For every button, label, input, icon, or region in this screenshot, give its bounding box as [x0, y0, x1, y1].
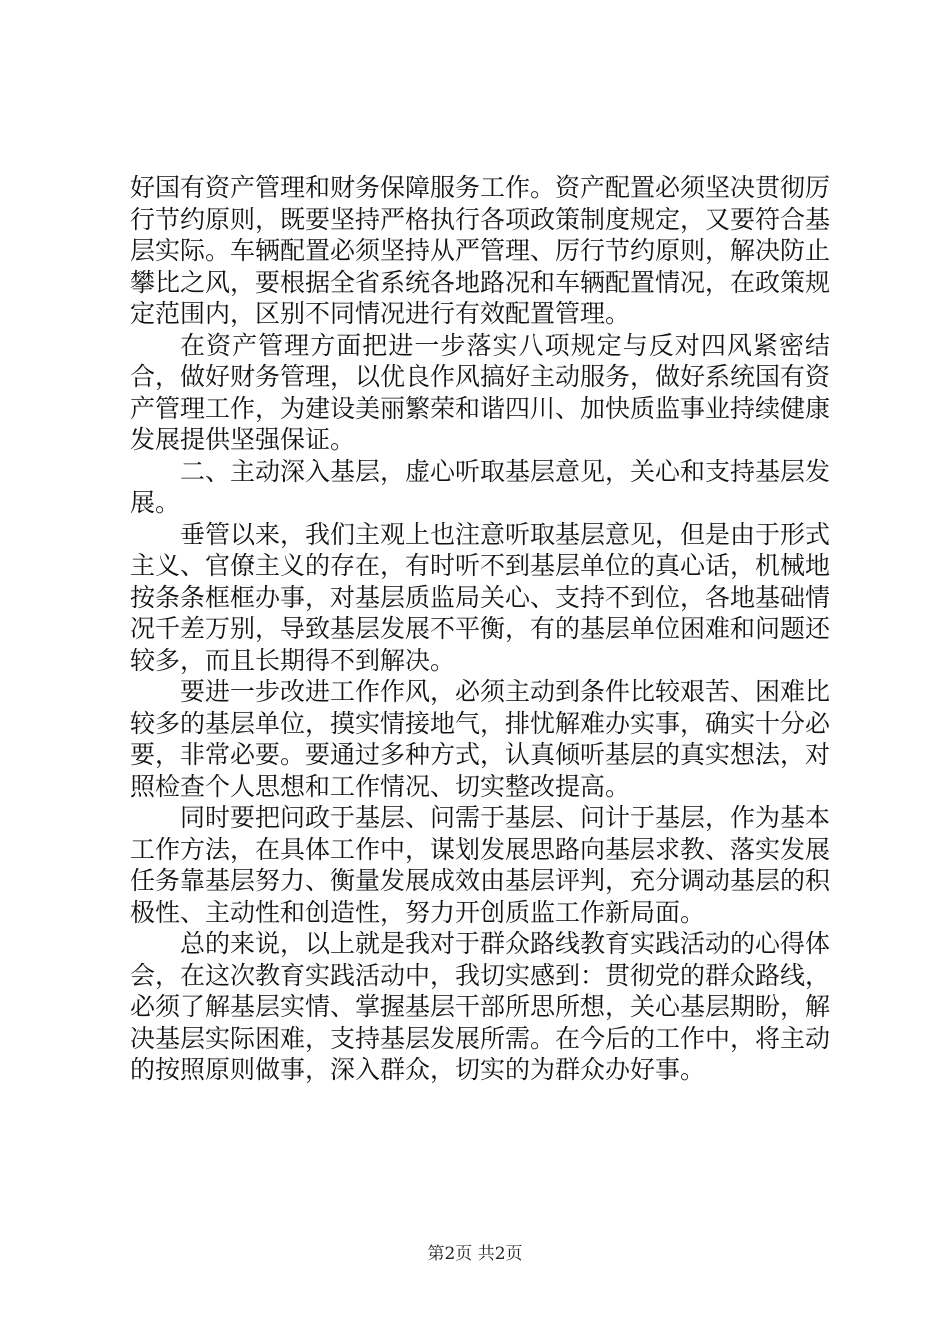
- section-heading-2: 二、主动深入基层，虚心听取基层意见，关心和支持基层发展。: [130, 456, 831, 517]
- paragraph-7: 总的来说，以上就是我对于群众路线教育实践活动的心得体会，在这次教育实践活动中，我切实感到：贯彻党的群众路线，必须了解基层实情、掌握基层干部所思所想，关心基层期盼，解决基层实际困难，支持基层发展所需。在今后的工作中，将主动的按照原则做事，深入群众，切实的为群众办好事。: [130, 929, 831, 1084]
- document-body: [130, 172, 830, 1086]
- paragraph-1: 好国有资产管理和财务保障服务工作。资产配置必须坚决贯彻厉行节约原则，既要坚持严格执行各项政策制度规定，又要符合基层实际。车辆配置必须坚持从严管理、厉行节约原则，解决防止攀比之风，要根据全省系统各地路况和车辆配置情况，在政策规定范围内，区别不同情况进行有效配置管理。: [130, 173, 831, 328]
- paragraph-5: 要进一步改进工作作风，必须主动到条件比较艰苦、困难比较多的基层单位，摸实情接地气，排忧解难办实事，确实十分必要，非常必要。要通过多种方式，认真倾听基层的真实想法，对照检查个人思想和工作情况、切实整改提高。: [130, 677, 831, 801]
- paragraph-2: 在资产管理方面把进一步落实八项规定与反对四风紧密结合，做好财务管理，以优良作风搞好主动服务，做好系统国有资产管理工作，为建设美丽繁荣和谐四川、加快质监事业持续健康发展提供坚强保证。: [130, 330, 831, 454]
- page-footer: [0, 1243, 950, 1265]
- paragraph-6: 同时要把问政于基层、问需于基层、问计于基层，作为基本工作方法，在具体工作中，谋划发展思路向基层求教、落实发展任务靠基层努力、衡量发展成效由基层评判，充分调动基层的积极性、主动性和创造性，努力开创质监工作新局面。: [130, 803, 831, 927]
- paragraph-4: 垂管以来，我们主观上也注意听取基层意见，但是由于形式主义、官僚主义的存在，有时听不到基层单位的真心话，机械地按条条框框办事，对基层质监局关心、支持不到位，各地基础情况千差万别，导致基层发展不平衡，有的基层单位困难和问题还较多，而且长期得不到解决。: [130, 519, 831, 675]
- page-number: 第2页 共2页: [427, 1244, 523, 1264]
